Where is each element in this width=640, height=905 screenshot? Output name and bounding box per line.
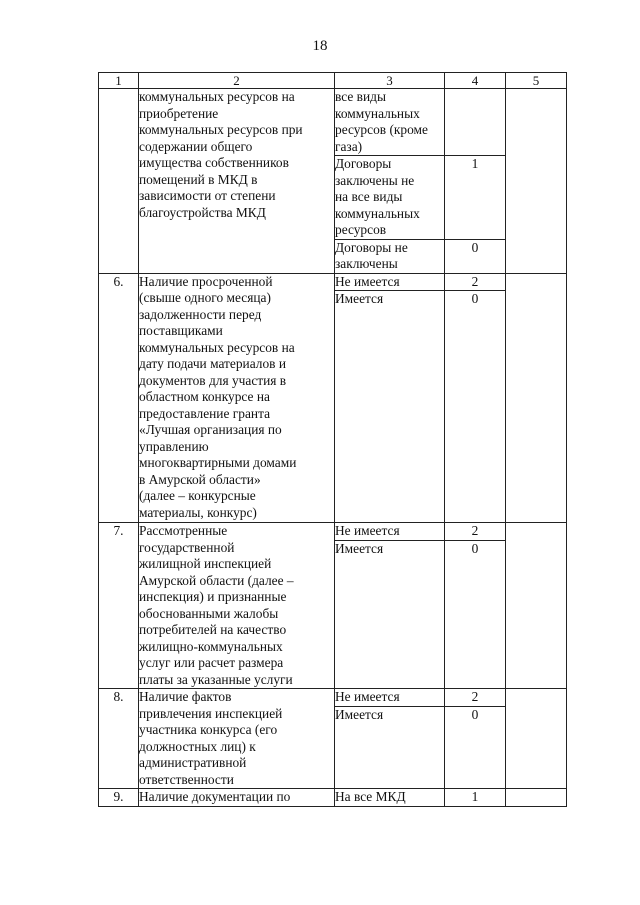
criterion-cell: Рассмотренные государственной жилищной инспекцией Амурской области (далее – инспекция) и признанные обоснованными жалобы потребителей на качество жилищно-коммунальных услуг или расчет размера платы за указанные услуги [139, 523, 335, 689]
criterion-cell: Наличие документации по [139, 789, 335, 807]
score-cell: 0 [445, 707, 506, 789]
criterion-cell: коммунальных ресурсов на приобретение коммунальных ресурсов при содержании общего имущества собственников помещений в МКД в зависимости от степени благоустройства МКД [139, 89, 335, 274]
option-cell: Не имеется [335, 523, 445, 541]
header-cell-1: 1 [99, 73, 139, 89]
table-row [99, 89, 567, 156]
option-cell: Имеется [335, 541, 445, 689]
score-cell: 2 [445, 273, 506, 291]
option-cell: На все МКД [335, 789, 445, 807]
score-cell [445, 89, 506, 156]
notes-cell [506, 789, 567, 807]
table-row [99, 523, 567, 541]
option-cell: Не имеется [335, 273, 445, 291]
header-cell-4: 4 [445, 73, 506, 89]
notes-cell [506, 273, 567, 523]
score-cell: 0 [445, 239, 506, 273]
header-cell-3: 3 [335, 73, 445, 89]
criteria-table [98, 72, 567, 807]
score-cell: 0 [445, 541, 506, 689]
option-cell: все виды коммунальных ресурсов (кроме газа) [335, 89, 445, 156]
option-cell: Договоры не заключены [335, 239, 445, 273]
page-number: 18 [312, 38, 328, 54]
score-cell: 2 [445, 689, 506, 707]
score-cell: 2 [445, 523, 506, 541]
row-number [99, 89, 139, 274]
notes-cell [506, 689, 567, 789]
option-cell: Договоры заключены не на все виды коммунальных ресурсов [335, 156, 445, 240]
score-cell: 0 [445, 291, 506, 523]
table-row [99, 273, 567, 291]
table-row [99, 789, 567, 807]
header-cell-2: 2 [139, 73, 335, 89]
option-cell: Не имеется [335, 689, 445, 707]
row-number: 9. [99, 789, 139, 807]
notes-cell [506, 89, 567, 274]
table-row [99, 689, 567, 707]
criterion-cell: Наличие просроченной (свыше одного месяца) задолженности перед поставщиками коммунальных ресурсов на дату подачи материалов и документов для участия в областном конкурсе на предоставление гранта «Лучшая организация по управлению многоквартирными домами в Амурской области» (далее – конкурсные материалы, конкурс) [139, 273, 335, 523]
notes-cell [506, 523, 567, 689]
row-number: 8. [99, 689, 139, 789]
header-cell-5: 5 [506, 73, 567, 89]
score-cell: 1 [445, 156, 506, 240]
option-cell: Имеется [335, 707, 445, 789]
table-header-row [99, 73, 567, 89]
score-cell: 1 [445, 789, 506, 807]
option-cell: Имеется [335, 291, 445, 523]
row-number: 6. [99, 273, 139, 523]
row-number: 7. [99, 523, 139, 689]
criterion-cell: Наличие фактов привлечения инспекцией участника конкурса (его должностных лиц) к административной ответственности [139, 689, 335, 789]
